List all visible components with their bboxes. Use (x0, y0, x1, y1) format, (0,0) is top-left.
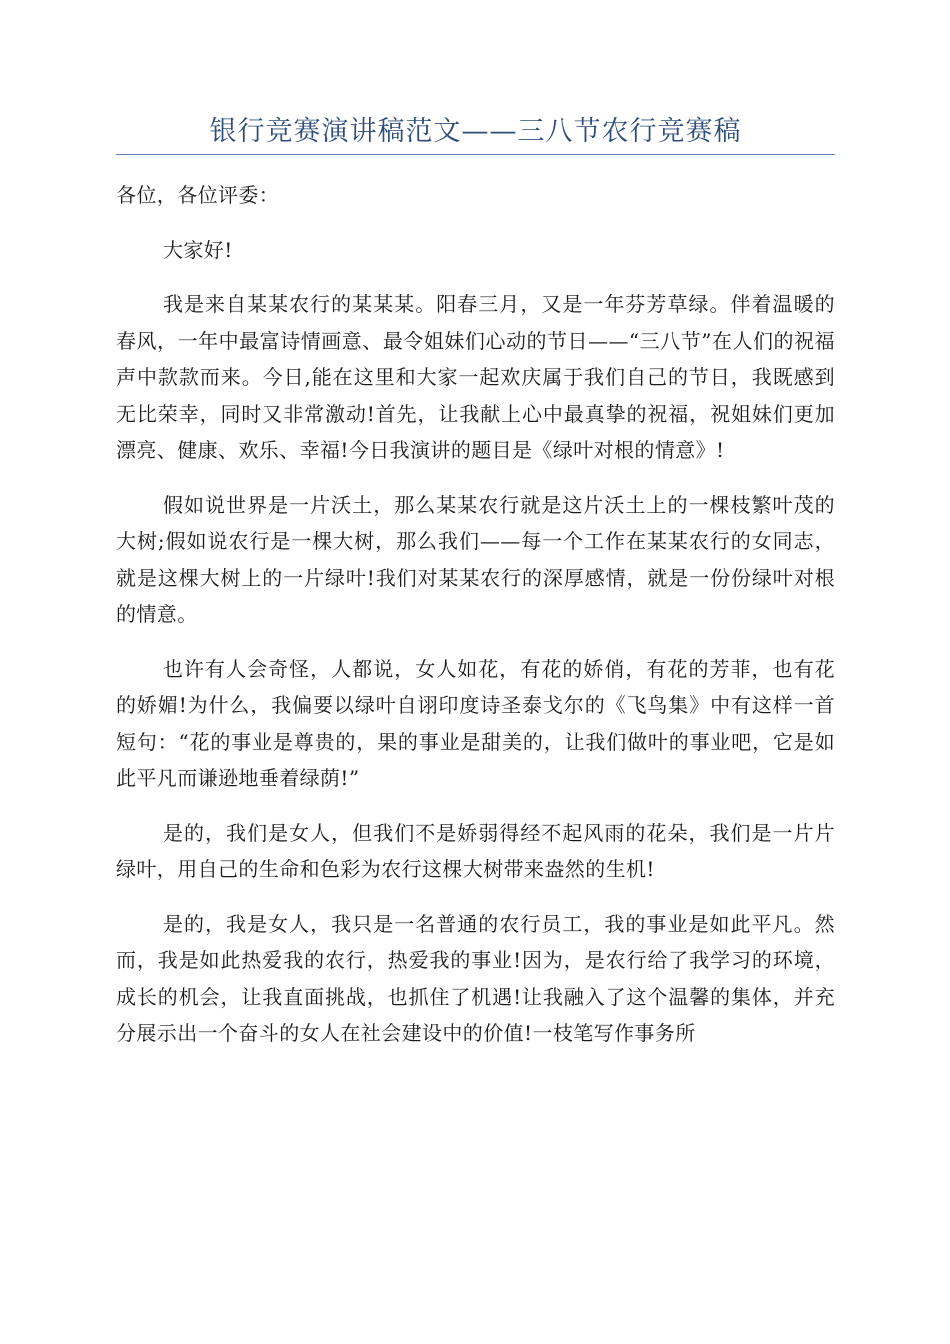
salutation: 各位，各位评委： (116, 183, 280, 207)
document-body (116, 177, 835, 1052)
opening-line: 大家好! (163, 237, 233, 262)
paragraph: 假如说世界是一片沃土，那么某某农行就是这片沃土上的一棵枝繁叶茂的大树;假如说农行是一棵大树，那么我们——每一个工作在某某农行的女同志，就是这棵大树上的一片绿叶!我们对某某农行的深厚感情，就是一份份绿叶对根的情意。 (116, 492, 835, 626)
paragraph: 也许有人会奇怪，人都说，女人如花，有花的娇俏，有花的芳菲，也有花的娇媚!为什么，我偏要以绿叶自诩印度诗圣泰戈尔的《飞鸟集》中有这样一首短句：“花的事业是尊贵的，果的事业是甜美的，让我们做叶的事业吧，它是如此平凡而谦逊地垂着绿荫!” (116, 656, 835, 790)
title-underline (116, 154, 835, 155)
paragraph: 是的，我是女人，我只是一名普通的农行员工，我的事业是如此平凡。然而，我是如此热爱我的农行，热爱我的事业!因为，是农行给了我学习的环境，成长的机会，让我直面挑战，也抓住了机遇!让我融入了这个温馨的集体，并充分展示出一个奋斗的女人在社会建设中的价值!一枝笔写作事务所 (116, 911, 835, 1045)
document-title: 银行竞赛演讲稿范文——三八节农行竞赛稿 (209, 116, 742, 147)
paragraph: 是的，我们是女人，但我们不是娇弱得经不起风雨的花朵，我们是一片片绿叶，用自己的生命和色彩为农行这棵大树带来盎然的生机! (116, 820, 835, 881)
paragraph: 我是来自某某农行的某某某。阳春三月，又是一年芬芳草绿。伴着温暖的春风，一年中最富诗情画意、最令姐妹们心动的节日——“三八节”在人们的祝福声中款款而来。今日,能在这里和大家一起欢庆属于我们自己的节日，我既感到无比荣幸，同时又非常激动!首先，让我献上心中最真挚的祝福，祝姐妹们更加漂亮、健康、欢乐、幸福!今日我演讲的题目是《绿叶对根的情意》! (116, 292, 835, 462)
